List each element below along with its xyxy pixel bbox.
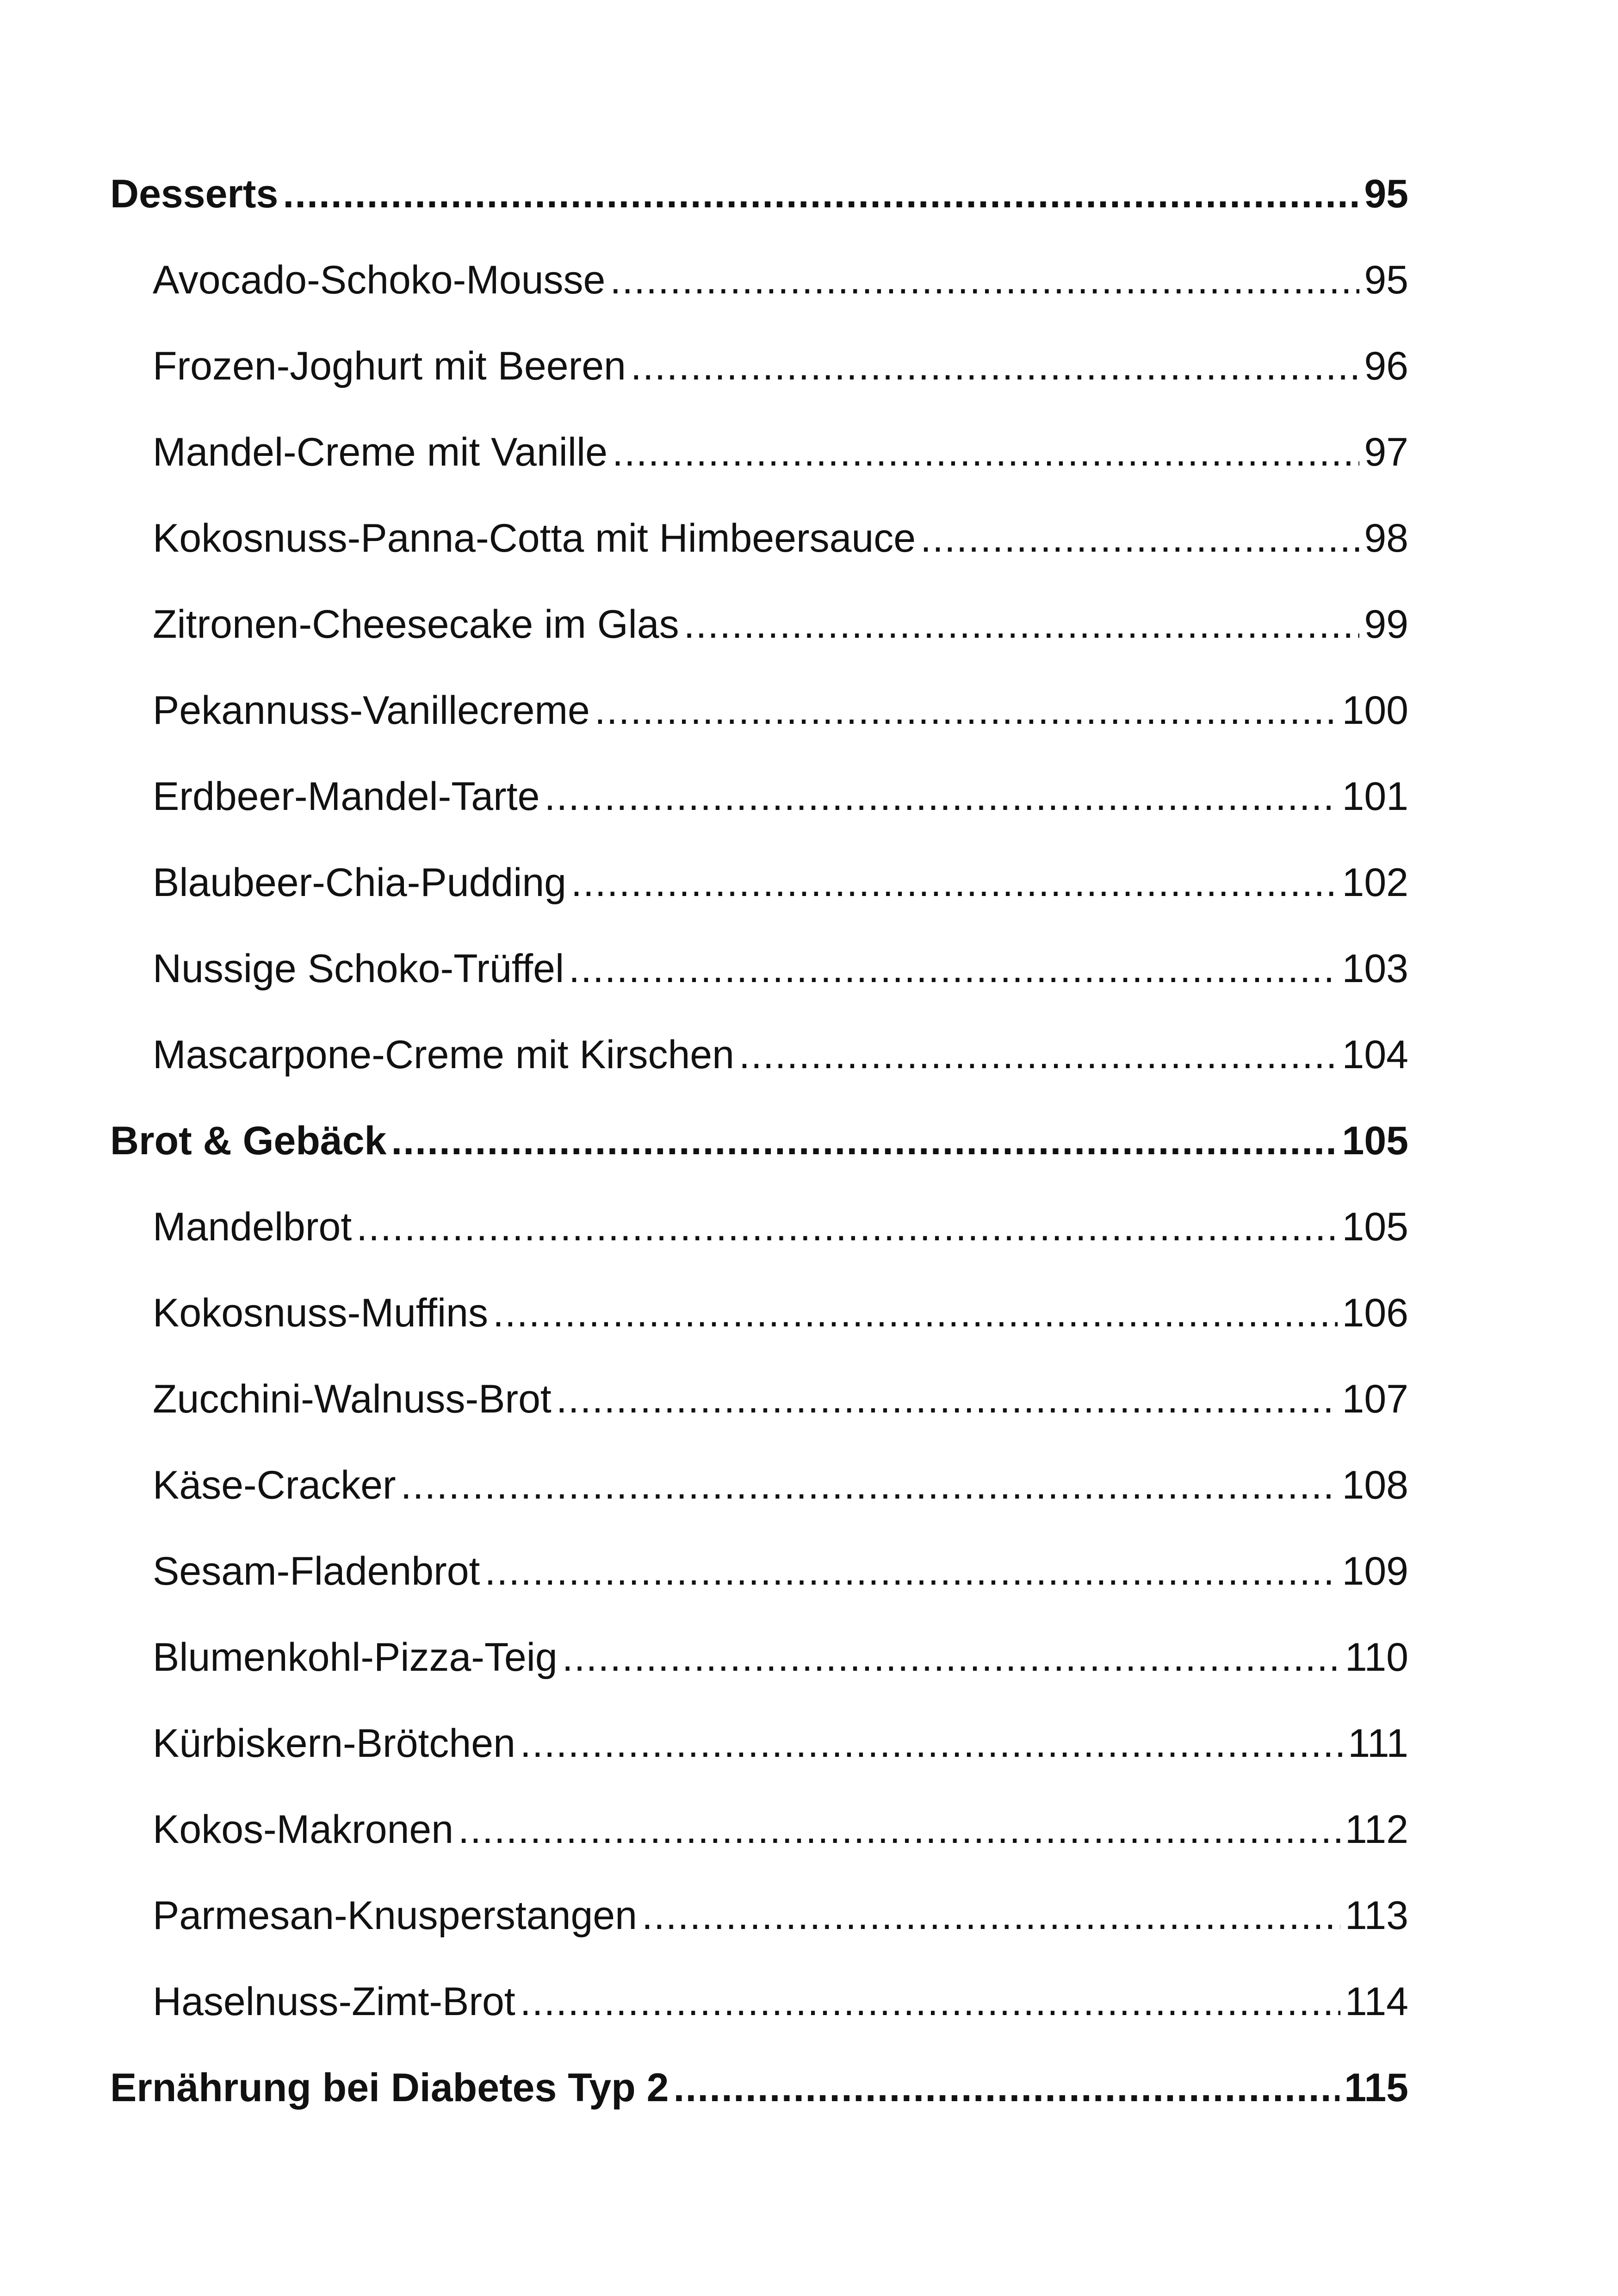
toc-chapter-row[interactable] [110, 151, 1408, 237]
dot-leader [520, 1959, 1340, 2045]
toc-page-number: 100 [1342, 688, 1408, 733]
toc-entry-title: Mandel-Creme mit Vanille [153, 430, 608, 474]
dot-leader [739, 1012, 1338, 1098]
toc-page-number: 108 [1342, 1463, 1408, 1507]
toc-recipe-row[interactable] [110, 1356, 1408, 1442]
toc-page-number: 111 [1348, 1721, 1408, 1766]
toc-recipe-row[interactable] [110, 667, 1408, 753]
toc-page-number: 96 [1364, 344, 1408, 388]
toc-entry-title: Kokos-Makronen [153, 1807, 454, 1852]
toc-page-number: 102 [1342, 860, 1408, 905]
table-of-contents [110, 151, 1408, 2131]
toc-page-number: 105 [1342, 1119, 1408, 1163]
dot-leader [642, 1873, 1340, 1959]
toc-recipe-row[interactable] [110, 1270, 1408, 1356]
toc-recipe-row[interactable] [110, 1700, 1408, 1786]
toc-page-number: 113 [1345, 1893, 1408, 1938]
toc-page-number: 105 [1342, 1205, 1408, 1249]
toc-entry-title: Zitronen-Cheesecake im Glas [153, 602, 679, 647]
toc-page-number: 95 [1364, 258, 1408, 302]
toc-page-number: 115 [1344, 2066, 1408, 2110]
toc-chapter-row[interactable] [110, 1098, 1408, 1184]
toc-entry-title: Nussige Schoko-Trüffel [153, 946, 564, 991]
toc-recipe-row[interactable] [110, 1873, 1408, 1959]
toc-entry-title: Desserts [110, 172, 279, 216]
dot-leader [571, 840, 1337, 926]
toc-page-number: 109 [1342, 1549, 1408, 1593]
dot-leader [484, 1528, 1337, 1614]
toc-recipe-row[interactable] [110, 1184, 1408, 1270]
dot-leader [401, 1442, 1338, 1528]
toc-entry-title: Erdbeer-Mandel-Tarte [153, 774, 540, 819]
toc-entry-title: Blumenkohl-Pizza-Teig [153, 1635, 558, 1680]
toc-entry-title: Mascarpone-Creme mit Kirschen [153, 1033, 734, 1077]
toc-recipe-row[interactable] [110, 495, 1408, 581]
toc-page-number: 101 [1342, 774, 1408, 819]
toc-page-number: 99 [1364, 602, 1408, 647]
dot-leader [920, 495, 1359, 581]
toc-entry-title: Blaubeer-Chia-Pudding [153, 860, 567, 905]
toc-recipe-row[interactable] [110, 581, 1408, 667]
toc-recipe-row[interactable] [110, 1012, 1408, 1098]
dot-leader [610, 237, 1359, 323]
toc-recipe-row[interactable] [110, 1442, 1408, 1528]
toc-recipe-row[interactable] [110, 1959, 1408, 2045]
dot-leader [544, 753, 1337, 840]
toc-recipe-row[interactable] [110, 926, 1408, 1012]
dot-leader [684, 581, 1360, 667]
toc-page-number: 114 [1345, 1979, 1408, 2024]
dot-leader [391, 1098, 1337, 1184]
toc-entry-title: Parmesan-Knusperstangen [153, 1893, 637, 1938]
toc-page-number: 110 [1345, 1635, 1408, 1680]
toc-page-number: 106 [1342, 1291, 1408, 1335]
toc-entry-title: Pekannuss-Vanillecreme [153, 688, 590, 733]
dot-leader [283, 151, 1359, 237]
dot-leader [569, 926, 1337, 1012]
toc-recipe-row[interactable] [110, 1614, 1408, 1700]
toc-entry-title: Kokosnuss-Panna-Cotta mit Himbeersauce [153, 516, 916, 560]
dot-leader [556, 1356, 1338, 1442]
dot-leader [673, 2045, 1339, 2131]
toc-page-number: 107 [1342, 1377, 1408, 1421]
toc-recipe-row[interactable] [110, 753, 1408, 840]
dot-leader [631, 323, 1359, 409]
toc-entry-title: Mandelbrot [153, 1205, 352, 1249]
toc-recipe-row[interactable] [110, 1528, 1408, 1614]
dot-leader [562, 1614, 1340, 1700]
toc-entry-title: Frozen-Joghurt mit Beeren [153, 344, 626, 388]
toc-page-number: 103 [1342, 946, 1408, 991]
toc-recipe-row[interactable] [110, 840, 1408, 926]
toc-recipe-row[interactable] [110, 237, 1408, 323]
toc-entry-title: Haselnuss-Zimt-Brot [153, 1979, 515, 2024]
toc-page-number: 98 [1364, 516, 1408, 560]
dot-leader [356, 1184, 1337, 1270]
toc-entry-title: Ernährung bei Diabetes Typ 2 [110, 2066, 669, 2110]
toc-entry-title: Kürbiskern-Brötchen [153, 1721, 515, 1766]
dot-leader [458, 1786, 1340, 1873]
toc-chapter-row[interactable] [110, 2045, 1408, 2131]
toc-recipe-row[interactable] [110, 323, 1408, 409]
toc-entry-title: Brot & Gebäck [110, 1119, 387, 1163]
toc-entry-title: Sesam-Fladenbrot [153, 1549, 480, 1593]
dot-leader [520, 1700, 1343, 1786]
toc-page-number: 112 [1345, 1807, 1408, 1852]
toc-page-number: 95 [1364, 172, 1408, 216]
dot-leader [595, 667, 1338, 753]
toc-recipe-row[interactable] [110, 409, 1408, 495]
toc-page-number: 104 [1342, 1033, 1408, 1077]
dot-leader [612, 409, 1359, 495]
dot-leader [493, 1270, 1338, 1356]
toc-recipe-row[interactable] [110, 1786, 1408, 1873]
toc-page-number: 97 [1364, 430, 1408, 474]
toc-entry-title: Avocado-Schoko-Mousse [153, 258, 606, 302]
toc-entry-title: Zucchini-Walnuss-Brot [153, 1377, 552, 1421]
toc-entry-title: Käse-Cracker [153, 1463, 396, 1507]
toc-entry-title: Kokosnuss-Muffins [153, 1291, 488, 1335]
